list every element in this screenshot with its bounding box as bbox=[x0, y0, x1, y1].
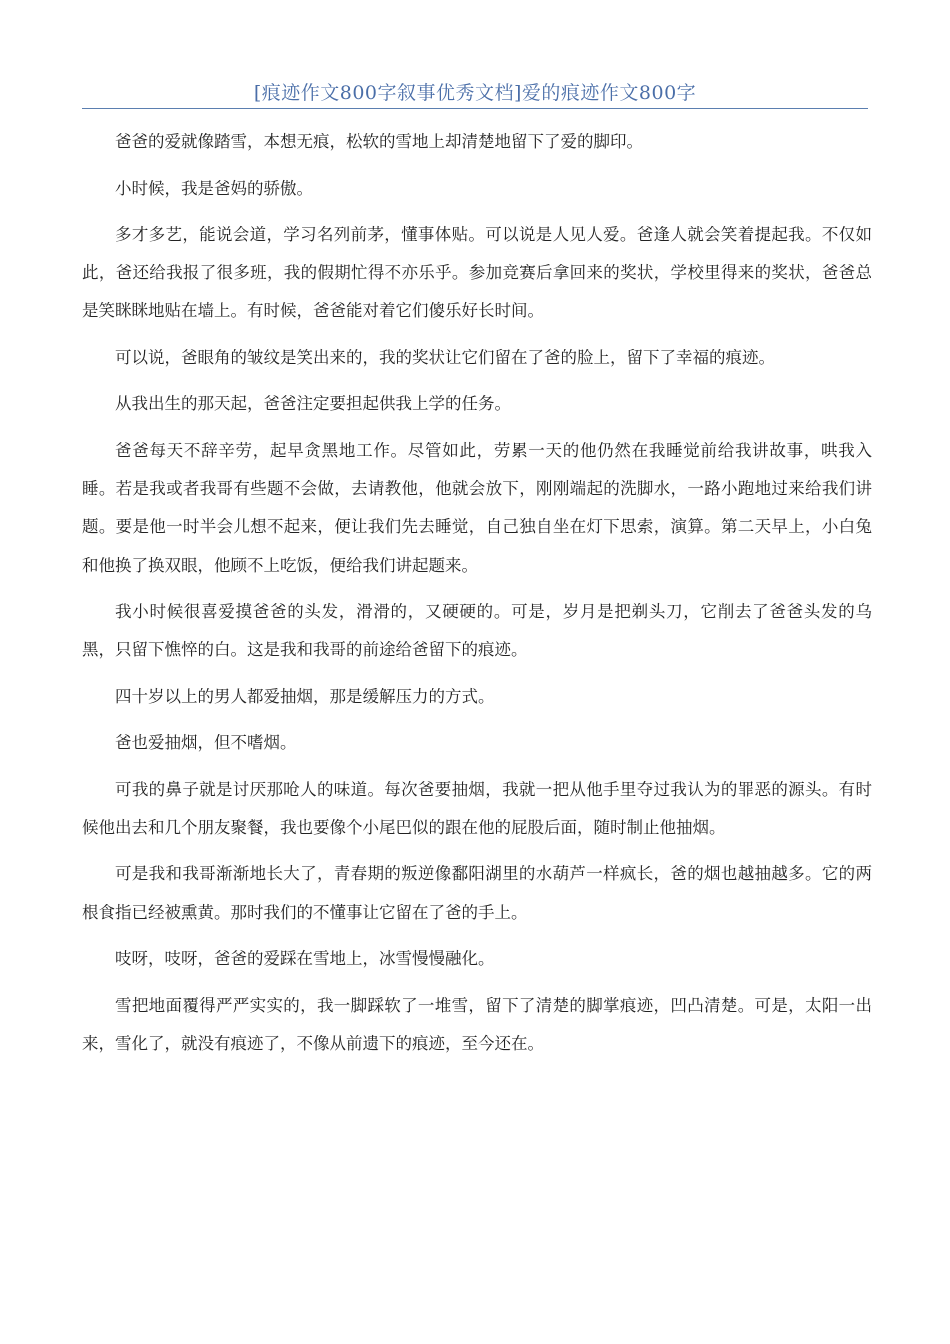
paragraph-6: 爸爸每天不辞辛劳，起早贪黑地工作。尽管如此，劳累一天的他仍然在我睡觉前给我讲故事，哄我入睡。若是我或者我哥有些题不会做，去请教他，他就会放下，刚刚端起的洗脚水，一路小跑地过来给我们讲题。要是他一时半会儿想不起来，便让我们先去睡觉，自己独自坐在灯下思索，演算。第二天早上，小白兔和他换了换双眼，他顾不上吃饭，便给我们讲起题来。 bbox=[82, 440, 872, 575]
document-title: [痕迹作文800字叙事优秀文档]爱的痕迹作文800字 bbox=[253, 82, 697, 104]
paragraph-4: 可以说，爸眼角的皱纹是笑出来的，我的奖状让它们留在了爸的脸上，留下了幸福的痕迹。 bbox=[115, 347, 775, 367]
paragraph-5: 从我出生的那天起，爸爸注定要担起供我上学的任务。 bbox=[115, 394, 511, 414]
paragraph-1: 爸爸的爱就像踏雪，本想无痕，松软的雪地上却清楚地留下了爱的脚印。 bbox=[115, 132, 643, 151]
paragraph-13: 雪把地面覆得严严实实的，我一脚踩软了一堆雪，留下了清楚的脚掌痕迹，凹凸清楚。可是，太阳一出来，雪化了，就没有痕迹了，不像从前遗下的痕迹，至今还在。 bbox=[82, 995, 872, 1053]
paragraph-2: 小时候，我是爸妈的骄傲。 bbox=[115, 178, 313, 198]
page-header bbox=[82, 78, 868, 109]
paragraph-7: 我小时候很喜爱摸爸爸的头发，滑滑的，又硬硬的。可是，岁月是把剃头刀，它削去了爸爸头发的乌黑，只留下憔悴的白。这是我和我哥的前途给爸留下的痕迹。 bbox=[82, 602, 872, 660]
paragraph-3: 多才多艺，能说会道，学习名列前茅，懂事体贴。可以说是人见人爱。爸逢人就会笑着提起我。不仅如此，爸还给我报了很多班，我的假期忙得不亦乐乎。参加竞赛后拿回来的奖状，学校里得来的奖状，爸爸总是笑眯眯地贴在墙上。有时候，爸爸能对着它们傻乐好长时间。 bbox=[82, 225, 872, 321]
paragraph-8: 四十岁以上的男人都爱抽烟，那是缓解压力的方式。 bbox=[115, 686, 495, 706]
document-body bbox=[82, 123, 872, 1071]
paragraph-12: 吱呀，吱呀，爸爸的爱踩在雪地上，冰雪慢慢融化。 bbox=[115, 949, 495, 969]
paragraph-11: 可是我和我哥渐渐地长大了，青春期的叛逆像鄱阳湖里的水葫芦一样疯长，爸的烟也越抽越多。它的两根食指已经被熏黄。那时我们的不懂事让它留在了爸的手上。 bbox=[82, 864, 872, 922]
paragraph-9: 爸也爱抽烟，但不嗜烟。 bbox=[115, 733, 297, 753]
paragraph-10: 可我的鼻子就是讨厌那呛人的味道。每次爸要抽烟，我就一把从他手里夺过我认为的罪恶的源头。有时候他出去和几个朋友聚餐，我也要像个小尾巴似的跟在他的屁股后面，随时制止他抽烟。 bbox=[82, 779, 872, 837]
